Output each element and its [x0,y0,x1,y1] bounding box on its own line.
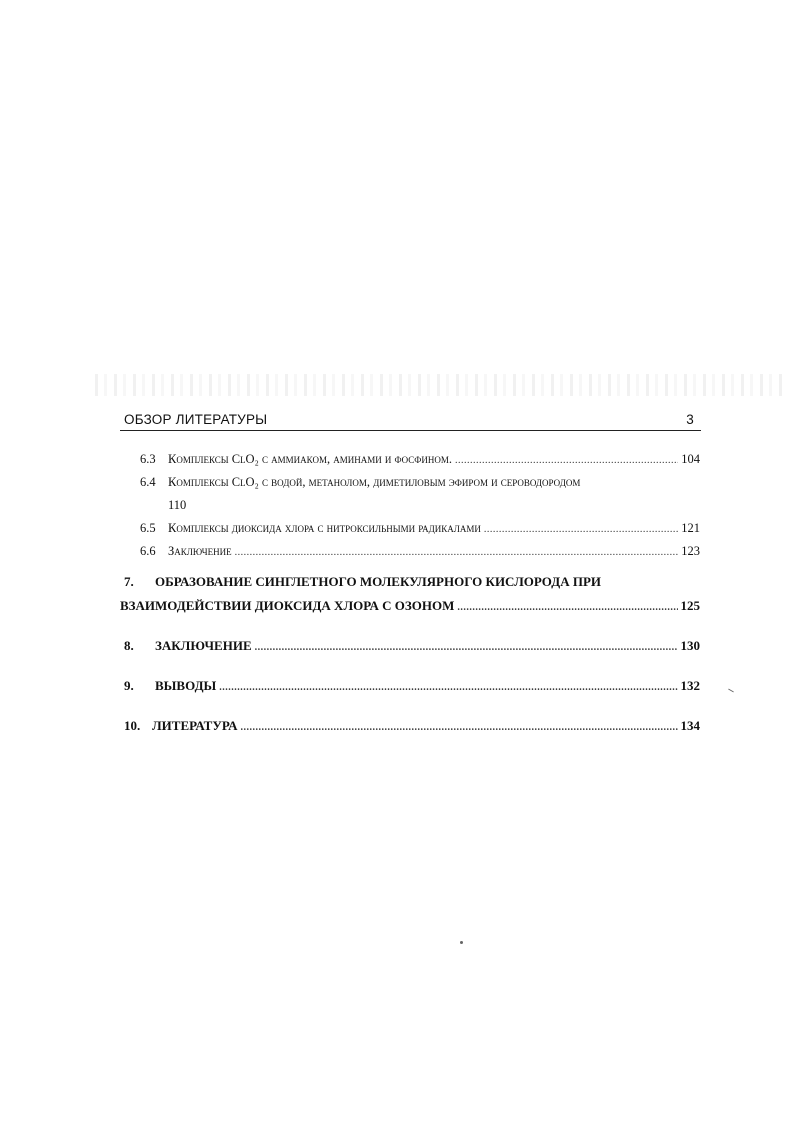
toc-entry-title: Заключение [168,544,232,558]
toc-entry-6-3[interactable] [140,452,700,467]
toc-entry-7-continuation[interactable] [120,598,700,614]
dot-leader [235,547,679,558]
toc-entry-page: 125 [680,598,700,613]
dot-leader [241,722,678,733]
toc-entry-8[interactable] [124,638,700,654]
toc-entry-title: ЛИТЕРАТУРА [152,718,238,733]
header-title: ОБЗОР ЛИТЕРАТУРЫ [124,412,268,427]
toc-entry-number: 8. [124,638,134,653]
toc-entry-page: 130 [680,638,700,653]
toc-entry-page: 134 [680,718,700,733]
scan-speck [728,689,734,693]
toc-entry-number: 6.6 [140,544,156,558]
toc-entry-number: 6.4 [140,475,156,489]
toc-entry-6-4[interactable] [140,475,700,490]
toc-entry-title-continued: ВЗАИМОДЕЙСТВИИ ДИОКСИДА ХЛОРА С ОЗОНОМ [120,598,455,613]
toc-entry-9[interactable] [124,678,700,694]
header-page-number: 3 [686,412,694,427]
toc-entry-number: 6.3 [140,452,156,466]
toc-entry-page: 104 [681,452,700,466]
toc-entry-title: Комплексы ClO₂ с водой, метанолом, диметиловым эфиром и сероводородом [168,475,581,489]
toc-entry-title: ОБРАЗОВАНИЕ СИНГЛЕТНОГО МОЛЕКУЛЯРНОГО КИСЛОРОДА ПРИ [155,574,601,589]
scan-noise [95,374,785,396]
toc-entry-title: Комплексы ClO₂ с аммиаком, аминами и фосфином. [168,452,453,466]
toc-entry-6-4-continuation: 110 [168,498,187,512]
toc-entry-number: 10. [124,718,141,733]
toc-entry-number: 9. [124,678,134,693]
toc-entry-7[interactable] [124,574,700,590]
toc-entry-title: Комплексы диоксида хлора с нитроксильными радикалами [168,521,481,535]
dot-leader [255,642,678,653]
toc-entry-title: ВЫВОДЫ [155,678,217,693]
dot-leader [484,524,678,535]
toc-entry-number: 6.5 [140,521,156,535]
toc-entry-number: 7. [124,574,134,589]
toc-entry-10[interactable] [124,718,700,734]
toc-entry-6-6[interactable] [140,544,700,559]
toc-entry-6-5[interactable] [140,521,700,536]
toc-entry-page: 132 [680,678,700,693]
dot-leader [219,682,677,693]
toc-entry-page: 123 [681,544,700,558]
header-rule [120,430,701,431]
dot-leader [455,455,678,466]
scan-speck [460,941,463,944]
toc-entry-title: ЗАКЛЮЧЕНИЕ [155,638,252,653]
toc-entry-page: 121 [681,521,700,535]
dot-leader [457,602,677,613]
